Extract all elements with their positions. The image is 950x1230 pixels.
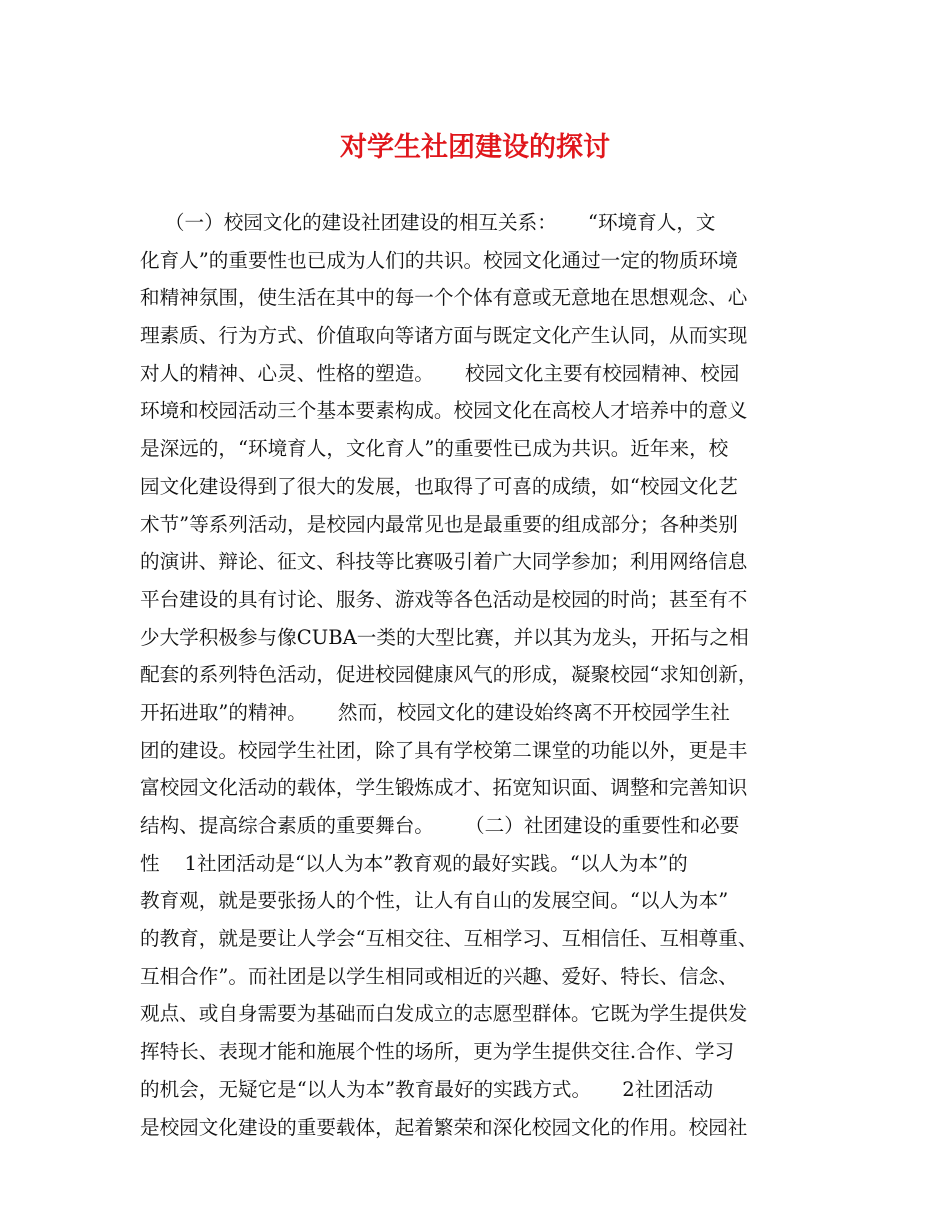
document-title: 对学生社团建设的探讨	[340, 132, 610, 163]
body-line: 少大学积极参与像CUBA一类的大型比赛，并以其为龙头，开拓与之相	[140, 625, 749, 649]
body-line: 平台建设的具有讨论、服务、游戏等各色活动是校园的时尚；甚至有不	[140, 587, 748, 611]
body-line: 化育人”的重要性也已成为人们的共识。校园文化通过一定的物质环境	[140, 248, 738, 272]
body-line: 教育观，就是要张扬人的个性，让人有自山的发展空间。“以人为本”	[140, 889, 729, 913]
body-line: 团的建设。校园学生社团，除了具有学校第二课堂的功能以外，更是丰	[140, 738, 748, 762]
body-line: 环境和校园活动三个基本要素构成。校园文化在高校人才培养中的意义	[140, 399, 748, 423]
body-line: 和精神氛围，使生活在其中的每一个个体有意或无意地在思想观念、心	[140, 286, 748, 310]
body-line: 术节”等系列活动，是校园内最常见也是最重要的组成部分；各种类别	[140, 512, 738, 536]
body-line: （一）校园文化的建设社团建设的相互关系： “环境育人，文	[140, 211, 716, 234]
body-line: 结构、提高综合素质的重要舞台。 （二）社团建设的重要性和必要	[140, 814, 740, 837]
body-line: 理素质、行为方式、价值取向等诸方面与既定文化产生认同，从而实现	[140, 324, 748, 348]
document-body	[140, 204, 820, 1146]
body-line: 的教育，就是要让人学会“互相交往、互相学习、互相信任、互相尊重、	[140, 927, 758, 951]
body-line: 对人的精神、心灵、性格的塑造。 校园文化主要有校园精神、校园	[140, 361, 740, 385]
body-line: 的演讲、辩论、征文、科技等比赛吸引着广大同学参加；利用网络信息	[140, 550, 748, 574]
body-line: 的机会，无疑它是“以人为本”教育最好的实践方式。 2社团活动	[140, 1077, 714, 1101]
body-line: 是深远的，“环境育人，文化育人”的重要性已成为共识。近年来，校	[140, 437, 729, 461]
body-line: 观点、或自身需要为基础而白发成立的志愿型群体。它既为学生提供发	[140, 1002, 748, 1026]
body-line: 挥特长、表现才能和施展个性的场所，更为学生提供交往.合作、学习	[140, 1040, 735, 1064]
body-line: 是校园文化建设的重要载体，起着繁荣和深化校园文化的作用。校园社	[140, 1115, 748, 1139]
body-line: 性 1社团活动是“以人为本”教育观的最好实践。“以人为本”的	[140, 851, 688, 875]
body-line: 开拓进取”的精神。 然而，校园文化的建设始终离不开校园学生社	[140, 700, 730, 724]
body-line: 互相合作”。而社团是以学生相同或相近的兴趣、爱好、特长、信念、	[140, 964, 738, 988]
body-line: 配套的系列特色活动，促进校园健康风气的形成，凝聚校园“求知创新，	[140, 663, 758, 687]
body-line: 富校园文化活动的载体，学生锻炼成才、拓宽知识面、调整和完善知识	[140, 776, 748, 800]
body-line: 园文化建设得到了很大的发展，也取得了可喜的成绩，如“校园文化艺	[140, 474, 738, 498]
